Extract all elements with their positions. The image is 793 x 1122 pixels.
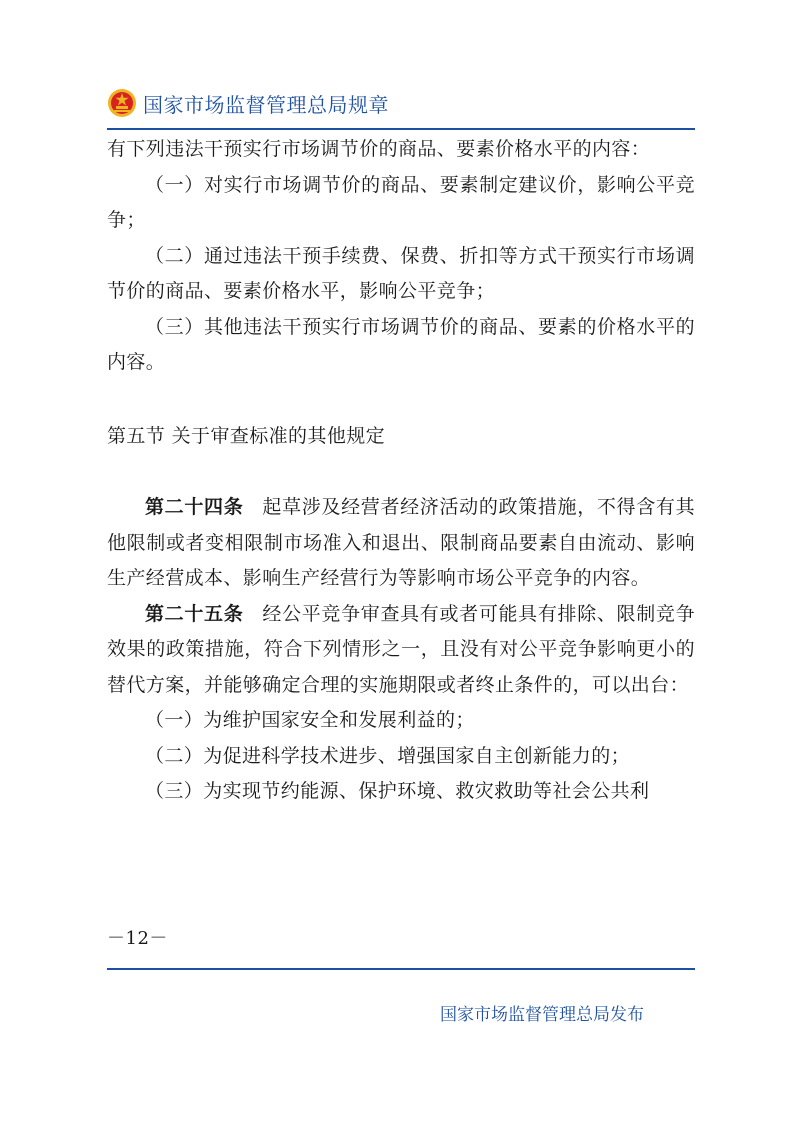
- document-body: [107, 132, 695, 810]
- section-title: 第五节 关于审查标准的其他规定: [107, 424, 386, 447]
- article-24: [107, 490, 695, 597]
- article-text: 起草涉及经营者经济活动的政策措施，不得含有其他限制或者变相限制市场准入和退出、限制商品要素自由流动、影响生产经营成本、影响生产经营行为等影响市场公平竞争的内容。: [107, 496, 695, 589]
- page-number: －12－: [107, 928, 168, 949]
- list-item: （一）为维护国家安全和发展利益的；: [145, 709, 475, 731]
- list-item: （三）其他违法干预实行市场调节价的商品、要素的价格水平的内容。: [107, 315, 695, 373]
- document-header: [107, 86, 389, 120]
- header-divider: [107, 128, 695, 130]
- footer-divider: [107, 968, 695, 970]
- article-label: 第二十四条: [145, 496, 244, 518]
- national-emblem-icon: [107, 88, 137, 118]
- list-item: （三）为实现节约能源、保护环境、救灾救助等社会公共利: [145, 780, 650, 802]
- article-text: 经公平竞争审查具有或者可能具有排除、限制竞争效果的政策措施，符合下列情形之一，且没有对公平竞争影响更小的替代方案，并能够确定合理的实施期限或者终止条件的，可以出台：: [107, 602, 695, 696]
- continuation-paragraph: 有下列违法干预实行市场调节价的商品、要素价格水平的内容：: [107, 138, 651, 160]
- header-title: 国家市场监督管理总局规章: [143, 92, 389, 117]
- footer-publisher: 国家市场监督管理总局发布: [440, 1005, 644, 1025]
- list-item: （一）对实行市场调节价的商品、要素制定建议价，影响公平竞争；: [107, 173, 695, 231]
- article-label: 第二十五条: [145, 602, 244, 625]
- article-25: [107, 597, 695, 704]
- list-item: （二）为促进科学技术进步、增强国家自主创新能力的；: [145, 744, 631, 767]
- list-item: （二）通过违法干预手续费、保费、折扣等方式干预实行市场调节价的商品、要素价格水平，影响公平竞争；: [107, 244, 695, 302]
